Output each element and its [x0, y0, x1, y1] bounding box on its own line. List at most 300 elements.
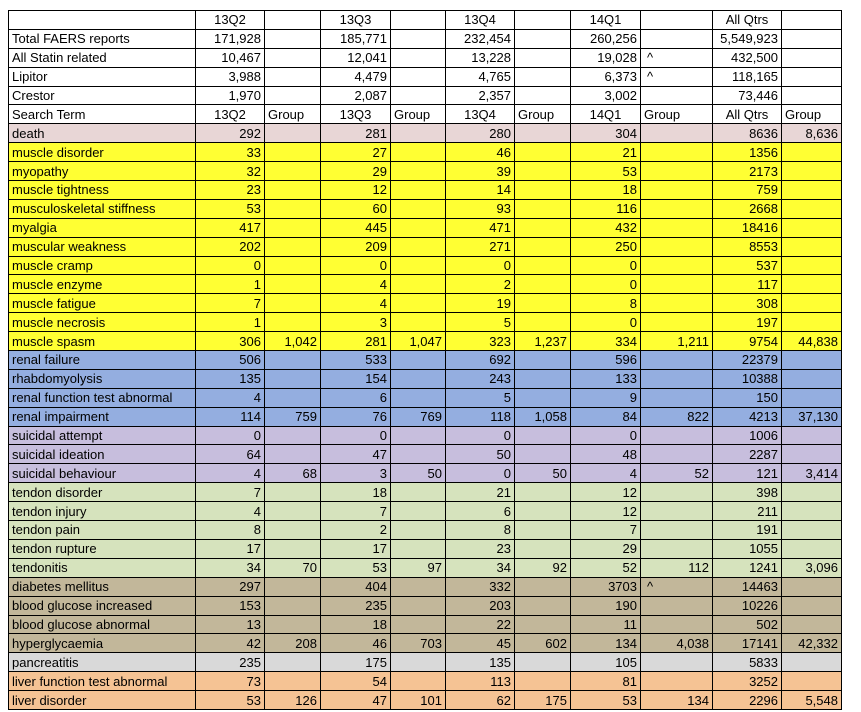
column-header-cell[interactable]: 13Q2	[196, 105, 265, 124]
term-count-cell[interactable]	[391, 653, 446, 672]
term-count-cell[interactable]: 48	[571, 445, 641, 464]
summary-value[interactable]	[515, 29, 571, 48]
quarter-header-cell[interactable]: 13Q4	[446, 11, 515, 30]
term-count-cell[interactable]	[641, 426, 713, 445]
term-count-cell[interactable]: 2287	[713, 445, 782, 464]
quarter-header-cell[interactable]: All Qtrs	[713, 11, 782, 30]
column-header-cell[interactable]: Group	[782, 105, 842, 124]
term-count-cell[interactable]: 47	[321, 691, 391, 710]
search-term-label[interactable]: renal failure	[9, 351, 196, 370]
search-term-label[interactable]: blood glucose increased	[9, 596, 196, 615]
term-count-cell[interactable]: 93	[446, 199, 515, 218]
term-count-cell[interactable]: 23	[446, 539, 515, 558]
summary-value[interactable]: 10,467	[196, 48, 265, 67]
term-count-cell[interactable]: 44,838	[782, 332, 842, 351]
search-term-label[interactable]: muscle spasm	[9, 332, 196, 351]
search-term-header[interactable]: Search Term	[9, 105, 196, 124]
term-count-cell[interactable]: 703	[391, 634, 446, 653]
term-count-cell[interactable]	[515, 199, 571, 218]
summary-value[interactable]	[265, 67, 321, 86]
term-count-cell[interactable]	[782, 351, 842, 370]
term-count-cell[interactable]: 1006	[713, 426, 782, 445]
search-term-label[interactable]: muscle enzyme	[9, 275, 196, 294]
quarter-header-cell[interactable]: 13Q2	[196, 11, 265, 30]
term-count-cell[interactable]: 21	[446, 483, 515, 502]
term-count-cell[interactable]: 306	[196, 332, 265, 351]
term-count-cell[interactable]	[265, 256, 321, 275]
quarter-header-cell[interactable]: 13Q3	[321, 11, 391, 30]
term-count-cell[interactable]: 0	[571, 426, 641, 445]
search-term-label[interactable]: muscle cramp	[9, 256, 196, 275]
term-count-cell[interactable]: 3	[321, 464, 391, 483]
term-count-cell[interactable]	[782, 388, 842, 407]
term-count-cell[interactable]: 281	[321, 332, 391, 351]
term-count-cell[interactable]: 121	[713, 464, 782, 483]
term-count-cell[interactable]: 118	[446, 407, 515, 426]
term-count-cell[interactable]	[782, 256, 842, 275]
term-count-cell[interactable]: 53	[321, 558, 391, 577]
term-count-cell[interactable]: 105	[571, 653, 641, 672]
quarter-header-cell[interactable]: 14Q1	[571, 11, 641, 30]
term-count-cell[interactable]: 5833	[713, 653, 782, 672]
term-count-cell[interactable]: 81	[571, 672, 641, 691]
term-count-cell[interactable]	[391, 502, 446, 521]
term-count-cell[interactable]	[265, 218, 321, 237]
term-count-cell[interactable]: 175	[515, 691, 571, 710]
term-count-cell[interactable]	[391, 162, 446, 181]
term-count-cell[interactable]: 42	[196, 634, 265, 653]
term-count-cell[interactable]: 50	[391, 464, 446, 483]
summary-value[interactable]	[391, 48, 446, 67]
term-count-cell[interactable]: 9754	[713, 332, 782, 351]
term-count-cell[interactable]: 175	[321, 653, 391, 672]
term-count-cell[interactable]: 37,130	[782, 407, 842, 426]
search-term-label[interactable]: muscular weakness	[9, 237, 196, 256]
term-count-cell[interactable]	[391, 426, 446, 445]
summary-value[interactable]: 4,765	[446, 67, 515, 86]
term-count-cell[interactable]: 17	[321, 539, 391, 558]
term-count-cell[interactable]: 417	[196, 218, 265, 237]
summary-value[interactable]: 4,479	[321, 67, 391, 86]
summary-value[interactable]	[391, 29, 446, 48]
term-count-cell[interactable]: 3703	[571, 577, 641, 596]
term-count-cell[interactable]: 52	[571, 558, 641, 577]
term-count-cell[interactable]: 3,414	[782, 464, 842, 483]
term-count-cell[interactable]	[515, 351, 571, 370]
term-count-cell[interactable]	[265, 577, 321, 596]
term-count-cell[interactable]: 13	[196, 615, 265, 634]
summary-value[interactable]	[391, 67, 446, 86]
term-count-cell[interactable]: 243	[446, 369, 515, 388]
term-count-cell[interactable]: 27	[321, 143, 391, 162]
summary-value[interactable]	[265, 29, 321, 48]
search-term-label[interactable]: pancreatitis	[9, 653, 196, 672]
column-header-cell[interactable]: Group	[391, 105, 446, 124]
term-count-cell[interactable]	[782, 143, 842, 162]
term-count-cell[interactable]: 250	[571, 237, 641, 256]
term-count-cell[interactable]	[391, 143, 446, 162]
term-count-cell[interactable]	[391, 199, 446, 218]
term-count-cell[interactable]	[391, 218, 446, 237]
term-count-cell[interactable]: 0	[321, 256, 391, 275]
term-count-cell[interactable]: 8	[446, 521, 515, 540]
term-count-cell[interactable]	[641, 369, 713, 388]
summary-label[interactable]: All Statin related	[9, 48, 196, 67]
term-count-cell[interactable]: 5	[446, 388, 515, 407]
term-count-cell[interactable]: 42,332	[782, 634, 842, 653]
summary-value[interactable]: ^	[641, 48, 713, 67]
term-count-cell[interactable]: 50	[446, 445, 515, 464]
summary-value[interactable]: 118,165	[713, 67, 782, 86]
term-count-cell[interactable]: 34	[446, 558, 515, 577]
term-count-cell[interactable]	[265, 369, 321, 388]
term-count-cell[interactable]: 12	[321, 181, 391, 200]
term-count-cell[interactable]	[782, 445, 842, 464]
term-count-cell[interactable]: 116	[571, 199, 641, 218]
term-count-cell[interactable]	[515, 275, 571, 294]
term-count-cell[interactable]	[641, 275, 713, 294]
term-count-cell[interactable]: 39	[446, 162, 515, 181]
summary-value[interactable]	[515, 86, 571, 105]
term-count-cell[interactable]	[515, 256, 571, 275]
term-count-cell[interactable]: 3252	[713, 672, 782, 691]
term-count-cell[interactable]	[265, 615, 321, 634]
term-count-cell[interactable]: ^	[641, 577, 713, 596]
term-count-cell[interactable]: 62	[446, 691, 515, 710]
term-count-cell[interactable]	[265, 351, 321, 370]
term-count-cell[interactable]	[515, 162, 571, 181]
term-count-cell[interactable]: 23	[196, 181, 265, 200]
term-count-cell[interactable]: 8	[571, 294, 641, 313]
term-count-cell[interactable]: 134	[571, 634, 641, 653]
term-count-cell[interactable]	[391, 237, 446, 256]
term-count-cell[interactable]	[641, 218, 713, 237]
summary-value[interactable]: 6,373	[571, 67, 641, 86]
term-count-cell[interactable]	[265, 388, 321, 407]
term-count-cell[interactable]: 308	[713, 294, 782, 313]
term-count-cell[interactable]	[265, 502, 321, 521]
term-count-cell[interactable]: 117	[713, 275, 782, 294]
term-count-cell[interactable]	[641, 596, 713, 615]
term-count-cell[interactable]: 0	[571, 256, 641, 275]
summary-value[interactable]: 12,041	[321, 48, 391, 67]
term-count-cell[interactable]: 759	[265, 407, 321, 426]
column-header-cell[interactable]: Group	[265, 105, 321, 124]
term-count-cell[interactable]: 70	[265, 558, 321, 577]
summary-value[interactable]	[265, 86, 321, 105]
term-count-cell[interactable]: 32	[196, 162, 265, 181]
term-count-cell[interactable]	[641, 351, 713, 370]
term-count-cell[interactable]	[515, 596, 571, 615]
term-count-cell[interactable]	[515, 143, 571, 162]
term-count-cell[interactable]	[641, 521, 713, 540]
search-term-label[interactable]: suicidal ideation	[9, 445, 196, 464]
term-count-cell[interactable]	[515, 388, 571, 407]
term-count-cell[interactable]: 5,548	[782, 691, 842, 710]
column-header-cell[interactable]: All Qtrs	[713, 105, 782, 124]
term-count-cell[interactable]: 84	[571, 407, 641, 426]
term-count-cell[interactable]: 126	[265, 691, 321, 710]
term-count-cell[interactable]: 0	[196, 256, 265, 275]
term-count-cell[interactable]: 7	[321, 502, 391, 521]
term-count-cell[interactable]: 692	[446, 351, 515, 370]
term-count-cell[interactable]: 2668	[713, 199, 782, 218]
term-count-cell[interactable]: 7	[196, 483, 265, 502]
term-count-cell[interactable]: 304	[571, 124, 641, 143]
term-count-cell[interactable]	[641, 162, 713, 181]
summary-value[interactable]: 171,928	[196, 29, 265, 48]
term-count-cell[interactable]	[782, 539, 842, 558]
term-count-cell[interactable]	[265, 199, 321, 218]
term-count-cell[interactable]: 60	[321, 199, 391, 218]
summary-value[interactable]: 432,500	[713, 48, 782, 67]
term-count-cell[interactable]: 12	[571, 502, 641, 521]
term-count-cell[interactable]	[265, 483, 321, 502]
term-count-cell[interactable]	[265, 539, 321, 558]
term-count-cell[interactable]: 445	[321, 218, 391, 237]
term-count-cell[interactable]	[391, 596, 446, 615]
summary-value[interactable]	[641, 29, 713, 48]
term-count-cell[interactable]: 47	[321, 445, 391, 464]
term-count-cell[interactable]: 197	[713, 313, 782, 332]
term-count-cell[interactable]	[515, 294, 571, 313]
summary-value[interactable]: 1,970	[196, 86, 265, 105]
search-term-label[interactable]: suicidal behaviour	[9, 464, 196, 483]
search-term-label[interactable]: renal function test abnormal	[9, 388, 196, 407]
search-term-label[interactable]: tendon disorder	[9, 483, 196, 502]
summary-value[interactable]	[391, 86, 446, 105]
term-count-cell[interactable]: 10388	[713, 369, 782, 388]
summary-value[interactable]: 232,454	[446, 29, 515, 48]
term-count-cell[interactable]: 29	[571, 539, 641, 558]
term-count-cell[interactable]: 1	[196, 275, 265, 294]
term-count-cell[interactable]	[515, 672, 571, 691]
summary-value[interactable]	[782, 48, 842, 67]
term-count-cell[interactable]: 54	[321, 672, 391, 691]
term-count-cell[interactable]: 332	[446, 577, 515, 596]
summary-value[interactable]: 185,771	[321, 29, 391, 48]
term-count-cell[interactable]: 2296	[713, 691, 782, 710]
term-count-cell[interactable]	[515, 502, 571, 521]
term-count-cell[interactable]	[782, 313, 842, 332]
term-count-cell[interactable]	[515, 577, 571, 596]
term-count-cell[interactable]: 235	[196, 653, 265, 672]
term-count-cell[interactable]	[265, 426, 321, 445]
term-count-cell[interactable]: 50	[515, 464, 571, 483]
term-count-cell[interactable]: 0	[446, 426, 515, 445]
term-count-cell[interactable]: 203	[446, 596, 515, 615]
search-term-label[interactable]: blood glucose abnormal	[9, 615, 196, 634]
term-count-cell[interactable]	[265, 672, 321, 691]
term-count-cell[interactable]	[391, 388, 446, 407]
search-term-label[interactable]: death	[9, 124, 196, 143]
term-count-cell[interactable]	[515, 539, 571, 558]
term-count-cell[interactable]	[782, 653, 842, 672]
term-count-cell[interactable]	[391, 445, 446, 464]
term-count-cell[interactable]: 602	[515, 634, 571, 653]
term-count-cell[interactable]	[391, 124, 446, 143]
term-count-cell[interactable]: 92	[515, 558, 571, 577]
term-count-cell[interactable]: 17	[196, 539, 265, 558]
term-count-cell[interactable]	[782, 199, 842, 218]
term-count-cell[interactable]: 134	[641, 691, 713, 710]
term-count-cell[interactable]	[782, 596, 842, 615]
term-count-cell[interactable]: 533	[321, 351, 391, 370]
term-count-cell[interactable]: 235	[321, 596, 391, 615]
term-count-cell[interactable]: 45	[446, 634, 515, 653]
search-term-label[interactable]: liver function test abnormal	[9, 672, 196, 691]
term-count-cell[interactable]: 323	[446, 332, 515, 351]
search-term-label[interactable]: musculoskeletal stiffness	[9, 199, 196, 218]
term-count-cell[interactable]: 0	[446, 464, 515, 483]
term-count-cell[interactable]	[782, 672, 842, 691]
term-count-cell[interactable]: 202	[196, 237, 265, 256]
term-count-cell[interactable]: 2	[446, 275, 515, 294]
term-count-cell[interactable]: 271	[446, 237, 515, 256]
term-count-cell[interactable]: 7	[571, 521, 641, 540]
term-count-cell[interactable]: 113	[446, 672, 515, 691]
term-count-cell[interactable]	[265, 124, 321, 143]
term-count-cell[interactable]: 33	[196, 143, 265, 162]
term-count-cell[interactable]	[782, 521, 842, 540]
term-count-cell[interactable]	[515, 483, 571, 502]
term-count-cell[interactable]: 1,042	[265, 332, 321, 351]
summary-label[interactable]: Total FAERS reports	[9, 29, 196, 48]
term-count-cell[interactable]: 8636	[713, 124, 782, 143]
term-count-cell[interactable]: 53	[571, 162, 641, 181]
term-count-cell[interactable]: 1,237	[515, 332, 571, 351]
term-count-cell[interactable]: 21	[571, 143, 641, 162]
term-count-cell[interactable]: 1,058	[515, 407, 571, 426]
term-count-cell[interactable]: 4,038	[641, 634, 713, 653]
term-count-cell[interactable]	[515, 521, 571, 540]
term-count-cell[interactable]: 114	[196, 407, 265, 426]
search-term-label[interactable]: muscle tightness	[9, 181, 196, 200]
term-count-cell[interactable]	[391, 369, 446, 388]
term-count-cell[interactable]: 0	[196, 426, 265, 445]
term-count-cell[interactable]	[515, 653, 571, 672]
term-count-cell[interactable]: 280	[446, 124, 515, 143]
term-count-cell[interactable]: 1356	[713, 143, 782, 162]
term-count-cell[interactable]: 18	[321, 483, 391, 502]
term-count-cell[interactable]	[782, 275, 842, 294]
term-count-cell[interactable]	[782, 162, 842, 181]
term-count-cell[interactable]: 4	[196, 464, 265, 483]
term-count-cell[interactable]: 14	[446, 181, 515, 200]
term-count-cell[interactable]	[515, 369, 571, 388]
term-count-cell[interactable]: 8,636	[782, 124, 842, 143]
term-count-cell[interactable]	[391, 351, 446, 370]
summary-value[interactable]	[515, 48, 571, 67]
summary-label[interactable]: Crestor	[9, 86, 196, 105]
term-count-cell[interactable]	[265, 521, 321, 540]
term-count-cell[interactable]: 190	[571, 596, 641, 615]
term-count-cell[interactable]: 135	[196, 369, 265, 388]
term-count-cell[interactable]: 68	[265, 464, 321, 483]
term-count-cell[interactable]: 97	[391, 558, 446, 577]
quarter-header-cell[interactable]	[391, 11, 446, 30]
term-count-cell[interactable]	[391, 313, 446, 332]
term-count-cell[interactable]: 53	[196, 691, 265, 710]
column-header-cell[interactable]: Group	[515, 105, 571, 124]
term-count-cell[interactable]: 19	[446, 294, 515, 313]
term-count-cell[interactable]	[641, 483, 713, 502]
term-count-cell[interactable]	[782, 502, 842, 521]
term-count-cell[interactable]: 0	[571, 275, 641, 294]
search-term-label[interactable]: renal impairment	[9, 407, 196, 426]
term-count-cell[interactable]: 8	[196, 521, 265, 540]
summary-label[interactable]: Lipitor	[9, 67, 196, 86]
term-count-cell[interactable]: 1,211	[641, 332, 713, 351]
search-term-label[interactable]: myopathy	[9, 162, 196, 181]
search-term-label[interactable]: hyperglycaemia	[9, 634, 196, 653]
term-count-cell[interactable]: 150	[713, 388, 782, 407]
summary-value[interactable]: 5,549,923	[713, 29, 782, 48]
quarter-header-cell[interactable]	[782, 11, 842, 30]
term-count-cell[interactable]: 6	[321, 388, 391, 407]
search-term-label[interactable]: tendon injury	[9, 502, 196, 521]
quarter-header-cell[interactable]	[515, 11, 571, 30]
search-term-label[interactable]: diabetes mellitus	[9, 577, 196, 596]
term-count-cell[interactable]: 0	[321, 426, 391, 445]
summary-value[interactable]	[641, 86, 713, 105]
search-term-label[interactable]: muscle necrosis	[9, 313, 196, 332]
term-count-cell[interactable]: 4213	[713, 407, 782, 426]
term-count-cell[interactable]: 101	[391, 691, 446, 710]
term-count-cell[interactable]	[265, 181, 321, 200]
term-count-cell[interactable]	[515, 124, 571, 143]
term-count-cell[interactable]: 53	[571, 691, 641, 710]
term-count-cell[interactable]	[782, 369, 842, 388]
term-count-cell[interactable]	[391, 275, 446, 294]
summary-value[interactable]	[782, 86, 842, 105]
term-count-cell[interactable]	[391, 521, 446, 540]
term-count-cell[interactable]	[641, 539, 713, 558]
term-count-cell[interactable]	[782, 294, 842, 313]
term-count-cell[interactable]: 14463	[713, 577, 782, 596]
term-count-cell[interactable]: 398	[713, 483, 782, 502]
term-count-cell[interactable]: 334	[571, 332, 641, 351]
term-count-cell[interactable]: 12	[571, 483, 641, 502]
term-count-cell[interactable]	[641, 388, 713, 407]
term-count-cell[interactable]: 153	[196, 596, 265, 615]
term-count-cell[interactable]: 8553	[713, 237, 782, 256]
term-count-cell[interactable]: 22379	[713, 351, 782, 370]
term-count-cell[interactable]: 29	[321, 162, 391, 181]
term-count-cell[interactable]: 52	[641, 464, 713, 483]
term-count-cell[interactable]	[515, 218, 571, 237]
term-count-cell[interactable]	[391, 577, 446, 596]
term-count-cell[interactable]	[641, 199, 713, 218]
term-count-cell[interactable]	[391, 672, 446, 691]
term-count-cell[interactable]: 506	[196, 351, 265, 370]
term-count-cell[interactable]	[391, 615, 446, 634]
summary-value[interactable]	[782, 67, 842, 86]
summary-value[interactable]	[265, 48, 321, 67]
term-count-cell[interactable]: 46	[321, 634, 391, 653]
search-term-label[interactable]: rhabdomyolysis	[9, 369, 196, 388]
term-count-cell[interactable]: 4	[321, 294, 391, 313]
term-count-cell[interactable]: 4	[196, 502, 265, 521]
term-count-cell[interactable]: 1,047	[391, 332, 446, 351]
term-count-cell[interactable]: 5	[446, 313, 515, 332]
term-count-cell[interactable]: 4	[571, 464, 641, 483]
term-count-cell[interactable]	[265, 237, 321, 256]
term-count-cell[interactable]: 9	[571, 388, 641, 407]
search-term-label[interactable]: muscle fatigue	[9, 294, 196, 313]
summary-value[interactable]: 73,446	[713, 86, 782, 105]
column-header-cell[interactable]: 13Q3	[321, 105, 391, 124]
